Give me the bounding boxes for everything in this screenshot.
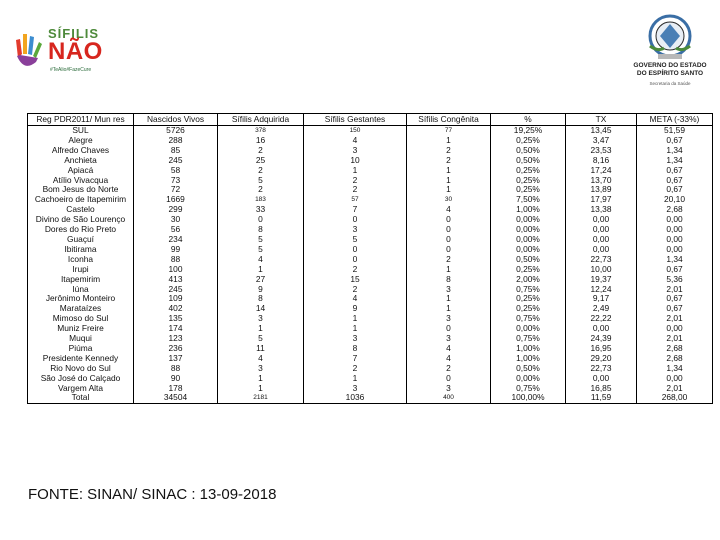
table-cell: 2181 bbox=[218, 393, 304, 403]
table-cell: 34504 bbox=[134, 393, 218, 403]
table-cell: Jerônimo Monteiro bbox=[28, 294, 134, 304]
table-cell: Dores do Rio Preto bbox=[28, 225, 134, 235]
table-cell: 17,97 bbox=[566, 195, 637, 205]
table-cell: 0,50% bbox=[491, 364, 566, 374]
table-cell: 178 bbox=[134, 384, 218, 394]
table-cell: 0,67 bbox=[637, 136, 713, 146]
table-cell: 0,67 bbox=[637, 265, 713, 275]
table-cell: 1 bbox=[304, 166, 407, 176]
table-cell: 4 bbox=[304, 136, 407, 146]
table-cell: 2 bbox=[304, 185, 407, 195]
table-cell: 11,59 bbox=[566, 393, 637, 403]
table-cell: 1 bbox=[218, 374, 304, 384]
table-cell: 135 bbox=[134, 314, 218, 324]
table-row bbox=[28, 304, 713, 314]
table-cell: 2 bbox=[407, 146, 491, 156]
table-cell: 1 bbox=[407, 265, 491, 275]
table-cell: Rio Novo do Sul bbox=[28, 364, 134, 374]
table-cell: 0,25% bbox=[491, 176, 566, 186]
table-cell: 2 bbox=[304, 176, 407, 186]
table-row bbox=[28, 364, 713, 374]
table-cell: 0,00 bbox=[637, 215, 713, 225]
table-cell: 2 bbox=[407, 255, 491, 265]
table-cell: Presidente Kennedy bbox=[28, 354, 134, 364]
table-cell: Alfredo Chaves bbox=[28, 146, 134, 156]
table-cell: 8 bbox=[218, 294, 304, 304]
table-cell: 1 bbox=[218, 265, 304, 275]
table-cell: 0 bbox=[304, 255, 407, 265]
table-cell: 0,50% bbox=[491, 156, 566, 166]
table-cell: 2 bbox=[304, 285, 407, 295]
table-cell: 3,47 bbox=[566, 136, 637, 146]
table-cell: Guaçuí bbox=[28, 235, 134, 245]
table-row bbox=[28, 215, 713, 225]
table-cell: 0,25% bbox=[491, 304, 566, 314]
table-cell: 0,25% bbox=[491, 185, 566, 195]
table-cell: 1 bbox=[407, 185, 491, 195]
table-cell: 22,73 bbox=[566, 364, 637, 374]
table-cell: 2 bbox=[304, 364, 407, 374]
table-cell: 56 bbox=[134, 225, 218, 235]
table-cell: Anchieta bbox=[28, 156, 134, 166]
table-cell: 88 bbox=[134, 364, 218, 374]
table-cell: 3 bbox=[407, 334, 491, 344]
table-row bbox=[28, 374, 713, 384]
table-cell: 85 bbox=[134, 146, 218, 156]
table-cell: 16 bbox=[218, 136, 304, 146]
table-cell: 2,01 bbox=[637, 334, 713, 344]
table-cell: 100 bbox=[134, 265, 218, 275]
table-row bbox=[28, 136, 713, 146]
table-cell: 3 bbox=[304, 384, 407, 394]
table-cell: 0,00% bbox=[491, 225, 566, 235]
table-cell: 1,34 bbox=[637, 255, 713, 265]
table-row bbox=[28, 314, 713, 324]
table-cell: 8 bbox=[407, 275, 491, 285]
table-row bbox=[28, 294, 713, 304]
table-cell: 8,16 bbox=[566, 156, 637, 166]
table-cell: 24,39 bbox=[566, 334, 637, 344]
table-cell: Divino de São Lourenço bbox=[28, 215, 134, 225]
table-row bbox=[28, 235, 713, 245]
table-cell: 0,00 bbox=[566, 225, 637, 235]
syphilis-data-table bbox=[27, 113, 713, 404]
table-cell: 4 bbox=[407, 344, 491, 354]
table-cell: 29,20 bbox=[566, 354, 637, 364]
table-cell: Iconha bbox=[28, 255, 134, 265]
column-header: TX bbox=[566, 114, 637, 126]
table-header-row bbox=[28, 114, 713, 126]
table-cell: 0,25% bbox=[491, 294, 566, 304]
table-cell: 5,36 bbox=[637, 275, 713, 285]
table-cell: 7,50% bbox=[491, 195, 566, 205]
table-cell: 1669 bbox=[134, 195, 218, 205]
table-cell: 150 bbox=[304, 126, 407, 136]
government-line-2: DO ESPÍRITO SANTO bbox=[636, 70, 704, 77]
table-cell: 0,75% bbox=[491, 285, 566, 295]
table-cell: SUL bbox=[28, 126, 134, 136]
table-cell: 5 bbox=[218, 235, 304, 245]
table-cell: 1,00% bbox=[491, 354, 566, 364]
column-header: Reg PDR2011/ Mun res bbox=[28, 114, 134, 126]
table-cell: 0,50% bbox=[491, 146, 566, 156]
table-cell: 2 bbox=[218, 146, 304, 156]
table-cell: 0,00 bbox=[566, 374, 637, 384]
table-cell: 22,22 bbox=[566, 314, 637, 324]
table-cell: 19,37 bbox=[566, 275, 637, 285]
table-cell: 123 bbox=[134, 334, 218, 344]
table-cell: 413 bbox=[134, 275, 218, 285]
table-cell: 0,00 bbox=[566, 324, 637, 334]
table-cell: 1,00% bbox=[491, 344, 566, 354]
table-cell: 27 bbox=[218, 275, 304, 285]
sifilis-nao-logo bbox=[8, 18, 120, 82]
table-cell: 13,70 bbox=[566, 176, 637, 186]
table-row bbox=[28, 324, 713, 334]
table-cell: Piúma bbox=[28, 344, 134, 354]
table-cell: 15 bbox=[304, 275, 407, 285]
table-cell: 9 bbox=[218, 285, 304, 295]
table-cell: 0,00% bbox=[491, 374, 566, 384]
table-cell: 402 bbox=[134, 304, 218, 314]
table-cell: 2 bbox=[407, 364, 491, 374]
table-row bbox=[28, 185, 713, 195]
table-cell: Muqui bbox=[28, 334, 134, 344]
table-row bbox=[28, 285, 713, 295]
table-cell: Castelo bbox=[28, 205, 134, 215]
table-row bbox=[28, 255, 713, 265]
table-cell: 0,00 bbox=[566, 245, 637, 255]
table-row bbox=[28, 126, 713, 136]
table-cell: 4 bbox=[304, 294, 407, 304]
table-cell: 0,00 bbox=[637, 235, 713, 245]
table-row bbox=[28, 384, 713, 394]
table-cell: 1 bbox=[304, 374, 407, 384]
column-header: Sífilis Gestantes bbox=[304, 114, 407, 126]
table-row bbox=[28, 275, 713, 285]
table-row bbox=[28, 354, 713, 364]
table-cell: 2 bbox=[218, 166, 304, 176]
column-header: META (-33%) bbox=[637, 114, 713, 126]
table-cell: 72 bbox=[134, 185, 218, 195]
table-cell: 137 bbox=[134, 354, 218, 364]
table-cell: Cachoeiro de Itapemirim bbox=[28, 195, 134, 205]
table-cell: 2,49 bbox=[566, 304, 637, 314]
table-cell: 3 bbox=[407, 285, 491, 295]
table-row bbox=[28, 156, 713, 166]
table-cell: Atílio Vivacqua bbox=[28, 176, 134, 186]
table-cell: 0,25% bbox=[491, 136, 566, 146]
table-row bbox=[28, 393, 713, 403]
table-cell: Muniz Freire bbox=[28, 324, 134, 334]
table-row bbox=[28, 146, 713, 156]
table-cell: 77 bbox=[407, 126, 491, 136]
table-cell: 3 bbox=[407, 314, 491, 324]
table-cell: 10 bbox=[304, 156, 407, 166]
table-cell: 12,24 bbox=[566, 285, 637, 295]
table-row bbox=[28, 176, 713, 186]
colored-hands-icon bbox=[12, 28, 52, 72]
table-cell: Mimoso do Sul bbox=[28, 314, 134, 324]
table-cell: 4 bbox=[218, 354, 304, 364]
table-row bbox=[28, 195, 713, 205]
table-cell: 0,00% bbox=[491, 245, 566, 255]
table-cell: 245 bbox=[134, 156, 218, 166]
table-cell: 0,25% bbox=[491, 265, 566, 275]
table-cell: 57 bbox=[304, 195, 407, 205]
table-cell: 0,67 bbox=[637, 185, 713, 195]
table-row bbox=[28, 166, 713, 176]
table-cell: Total bbox=[28, 393, 134, 403]
table-cell: 1 bbox=[407, 294, 491, 304]
table-cell: 99 bbox=[134, 245, 218, 255]
table-cell: 30 bbox=[134, 215, 218, 225]
table-cell: 58 bbox=[134, 166, 218, 176]
table-row bbox=[28, 265, 713, 275]
table-cell: 3 bbox=[304, 334, 407, 344]
table-row bbox=[28, 225, 713, 235]
table-cell: 2,01 bbox=[637, 314, 713, 324]
table-row bbox=[28, 344, 713, 354]
table-cell: 0,00% bbox=[491, 324, 566, 334]
table-cell: 0,75% bbox=[491, 314, 566, 324]
table-cell: 13,38 bbox=[566, 205, 637, 215]
table-cell: 3 bbox=[218, 314, 304, 324]
table-cell: 4 bbox=[407, 205, 491, 215]
column-header: Nascidos Vivos bbox=[134, 114, 218, 126]
table-cell: 236 bbox=[134, 344, 218, 354]
table-cell: 0 bbox=[407, 235, 491, 245]
government-logo bbox=[630, 12, 710, 102]
table-cell: 8 bbox=[218, 225, 304, 235]
table-cell: 2,00% bbox=[491, 275, 566, 285]
table-cell: 288 bbox=[134, 136, 218, 146]
table-cell: 23,53 bbox=[566, 146, 637, 156]
column-header: Sífilis Adquirida bbox=[218, 114, 304, 126]
table-cell: 0,50% bbox=[491, 255, 566, 265]
brand-tagline: #TeAlio#FazeCure bbox=[50, 67, 92, 73]
table-cell: 73 bbox=[134, 176, 218, 186]
table-cell: 4 bbox=[407, 354, 491, 364]
table-cell: 20,10 bbox=[637, 195, 713, 205]
table-cell: 3 bbox=[304, 146, 407, 156]
table-cell: 2,01 bbox=[637, 384, 713, 394]
table-cell: 13,89 bbox=[566, 185, 637, 195]
table-cell: 1 bbox=[304, 314, 407, 324]
source-note: FONTE: SINAN/ SINAC : 13-09-2018 bbox=[28, 486, 277, 503]
table-cell: 2 bbox=[304, 265, 407, 275]
table-cell: 0,00 bbox=[637, 374, 713, 384]
table-cell: 2,68 bbox=[637, 354, 713, 364]
table-cell: 0,00% bbox=[491, 235, 566, 245]
table-cell: 1 bbox=[218, 324, 304, 334]
table-cell: 0 bbox=[407, 324, 491, 334]
table-cell: 88 bbox=[134, 255, 218, 265]
table-cell: 2,68 bbox=[637, 344, 713, 354]
table-cell: 109 bbox=[134, 294, 218, 304]
table-cell: Marataízes bbox=[28, 304, 134, 314]
table-cell: 17,24 bbox=[566, 166, 637, 176]
table-cell: 400 bbox=[407, 393, 491, 403]
table-cell: Alegre bbox=[28, 136, 134, 146]
table-cell: 9 bbox=[304, 304, 407, 314]
table-cell: 51,59 bbox=[637, 126, 713, 136]
table-cell: 25 bbox=[218, 156, 304, 166]
column-header: % bbox=[491, 114, 566, 126]
table-cell: 33 bbox=[218, 205, 304, 215]
government-line-3: Secretaria da Saúde bbox=[649, 81, 691, 86]
table-cell: 0 bbox=[304, 245, 407, 255]
table-cell: 5726 bbox=[134, 126, 218, 136]
table-cell: 11 bbox=[218, 344, 304, 354]
table-cell: 5 bbox=[218, 176, 304, 186]
table-cell: 5 bbox=[218, 334, 304, 344]
table-cell: 8 bbox=[304, 344, 407, 354]
table-cell: 0,67 bbox=[637, 166, 713, 176]
table-row bbox=[28, 334, 713, 344]
table-cell: 7 bbox=[304, 205, 407, 215]
brand-top-text: SÍFILIS bbox=[48, 26, 100, 41]
table-cell: 30 bbox=[407, 195, 491, 205]
column-header: Sífilis Congênita bbox=[407, 114, 491, 126]
table-cell: 14 bbox=[218, 304, 304, 314]
table-cell: São José do Calçado bbox=[28, 374, 134, 384]
table-cell: Apiacá bbox=[28, 166, 134, 176]
table-cell: 1 bbox=[407, 304, 491, 314]
table-cell: 299 bbox=[134, 205, 218, 215]
table-cell: 245 bbox=[134, 285, 218, 295]
table-cell: Iúna bbox=[28, 285, 134, 295]
table-cell: 1 bbox=[407, 136, 491, 146]
table-cell: 174 bbox=[134, 324, 218, 334]
table-cell: 183 bbox=[218, 195, 304, 205]
table-cell: 0,00 bbox=[566, 215, 637, 225]
table-row bbox=[28, 245, 713, 255]
table-cell: 0,00% bbox=[491, 215, 566, 225]
table-cell: 16,85 bbox=[566, 384, 637, 394]
table-cell: 0,00 bbox=[637, 245, 713, 255]
table-cell: 5 bbox=[304, 235, 407, 245]
table-cell: 2 bbox=[407, 156, 491, 166]
table-cell: 2 bbox=[218, 185, 304, 195]
table-cell: 7 bbox=[304, 354, 407, 364]
table-cell: 2,68 bbox=[637, 205, 713, 215]
table-cell: 100,00% bbox=[491, 393, 566, 403]
table-cell: 0,67 bbox=[637, 304, 713, 314]
table-cell: 9,17 bbox=[566, 294, 637, 304]
table-cell: 10,00 bbox=[566, 265, 637, 275]
table-cell: 3 bbox=[304, 225, 407, 235]
table-cell: 2,01 bbox=[637, 285, 713, 295]
table-cell: 0 bbox=[407, 225, 491, 235]
government-line-1: GOVERNO DO ESTADO bbox=[633, 62, 707, 69]
table-cell: 19,25% bbox=[491, 126, 566, 136]
table-cell: 1,34 bbox=[637, 146, 713, 156]
table-cell: 5 bbox=[218, 245, 304, 255]
table-cell: 0,00 bbox=[637, 324, 713, 334]
table-cell: 1 bbox=[218, 384, 304, 394]
table-cell: Bom Jesus do Norte bbox=[28, 185, 134, 195]
table-cell: 0,67 bbox=[637, 176, 713, 186]
table-cell: 13,45 bbox=[566, 126, 637, 136]
table-cell: Ibitirama bbox=[28, 245, 134, 255]
table-cell: 3 bbox=[218, 364, 304, 374]
table-cell: 234 bbox=[134, 235, 218, 245]
table-cell: 378 bbox=[218, 126, 304, 136]
table-cell: 0 bbox=[218, 215, 304, 225]
table-row bbox=[28, 205, 713, 215]
state-coat-of-arms-icon bbox=[644, 12, 696, 62]
table-cell: 0,00 bbox=[566, 235, 637, 245]
table-cell: 90 bbox=[134, 374, 218, 384]
table-cell: 22,73 bbox=[566, 255, 637, 265]
table-cell: 0,75% bbox=[491, 384, 566, 394]
table-cell: 4 bbox=[218, 255, 304, 265]
table-cell: 1036 bbox=[304, 393, 407, 403]
table-cell: 0 bbox=[304, 215, 407, 225]
table-cell: 3 bbox=[407, 384, 491, 394]
table-cell: 0 bbox=[407, 245, 491, 255]
table-body bbox=[28, 126, 713, 404]
table-cell: Itapemirim bbox=[28, 275, 134, 285]
table-cell: 1,34 bbox=[637, 156, 713, 166]
table-cell: 1,34 bbox=[637, 364, 713, 374]
table-cell: 0,25% bbox=[491, 166, 566, 176]
table-cell: 0,67 bbox=[637, 294, 713, 304]
table-cell: 1 bbox=[407, 176, 491, 186]
table-cell: Irupi bbox=[28, 265, 134, 275]
brand-main-text: NÃO bbox=[48, 38, 103, 65]
table-cell: 0 bbox=[407, 215, 491, 225]
table-cell: 0,00 bbox=[637, 225, 713, 235]
table-cell: 16,95 bbox=[566, 344, 637, 354]
table-cell: 1,00% bbox=[491, 205, 566, 215]
table-cell: 0 bbox=[407, 374, 491, 384]
table-cell: 1 bbox=[407, 166, 491, 176]
table-cell: 1 bbox=[304, 324, 407, 334]
table-cell: 268,00 bbox=[637, 393, 713, 403]
table-cell: 0,75% bbox=[491, 334, 566, 344]
table-cell: Vargem Alta bbox=[28, 384, 134, 394]
